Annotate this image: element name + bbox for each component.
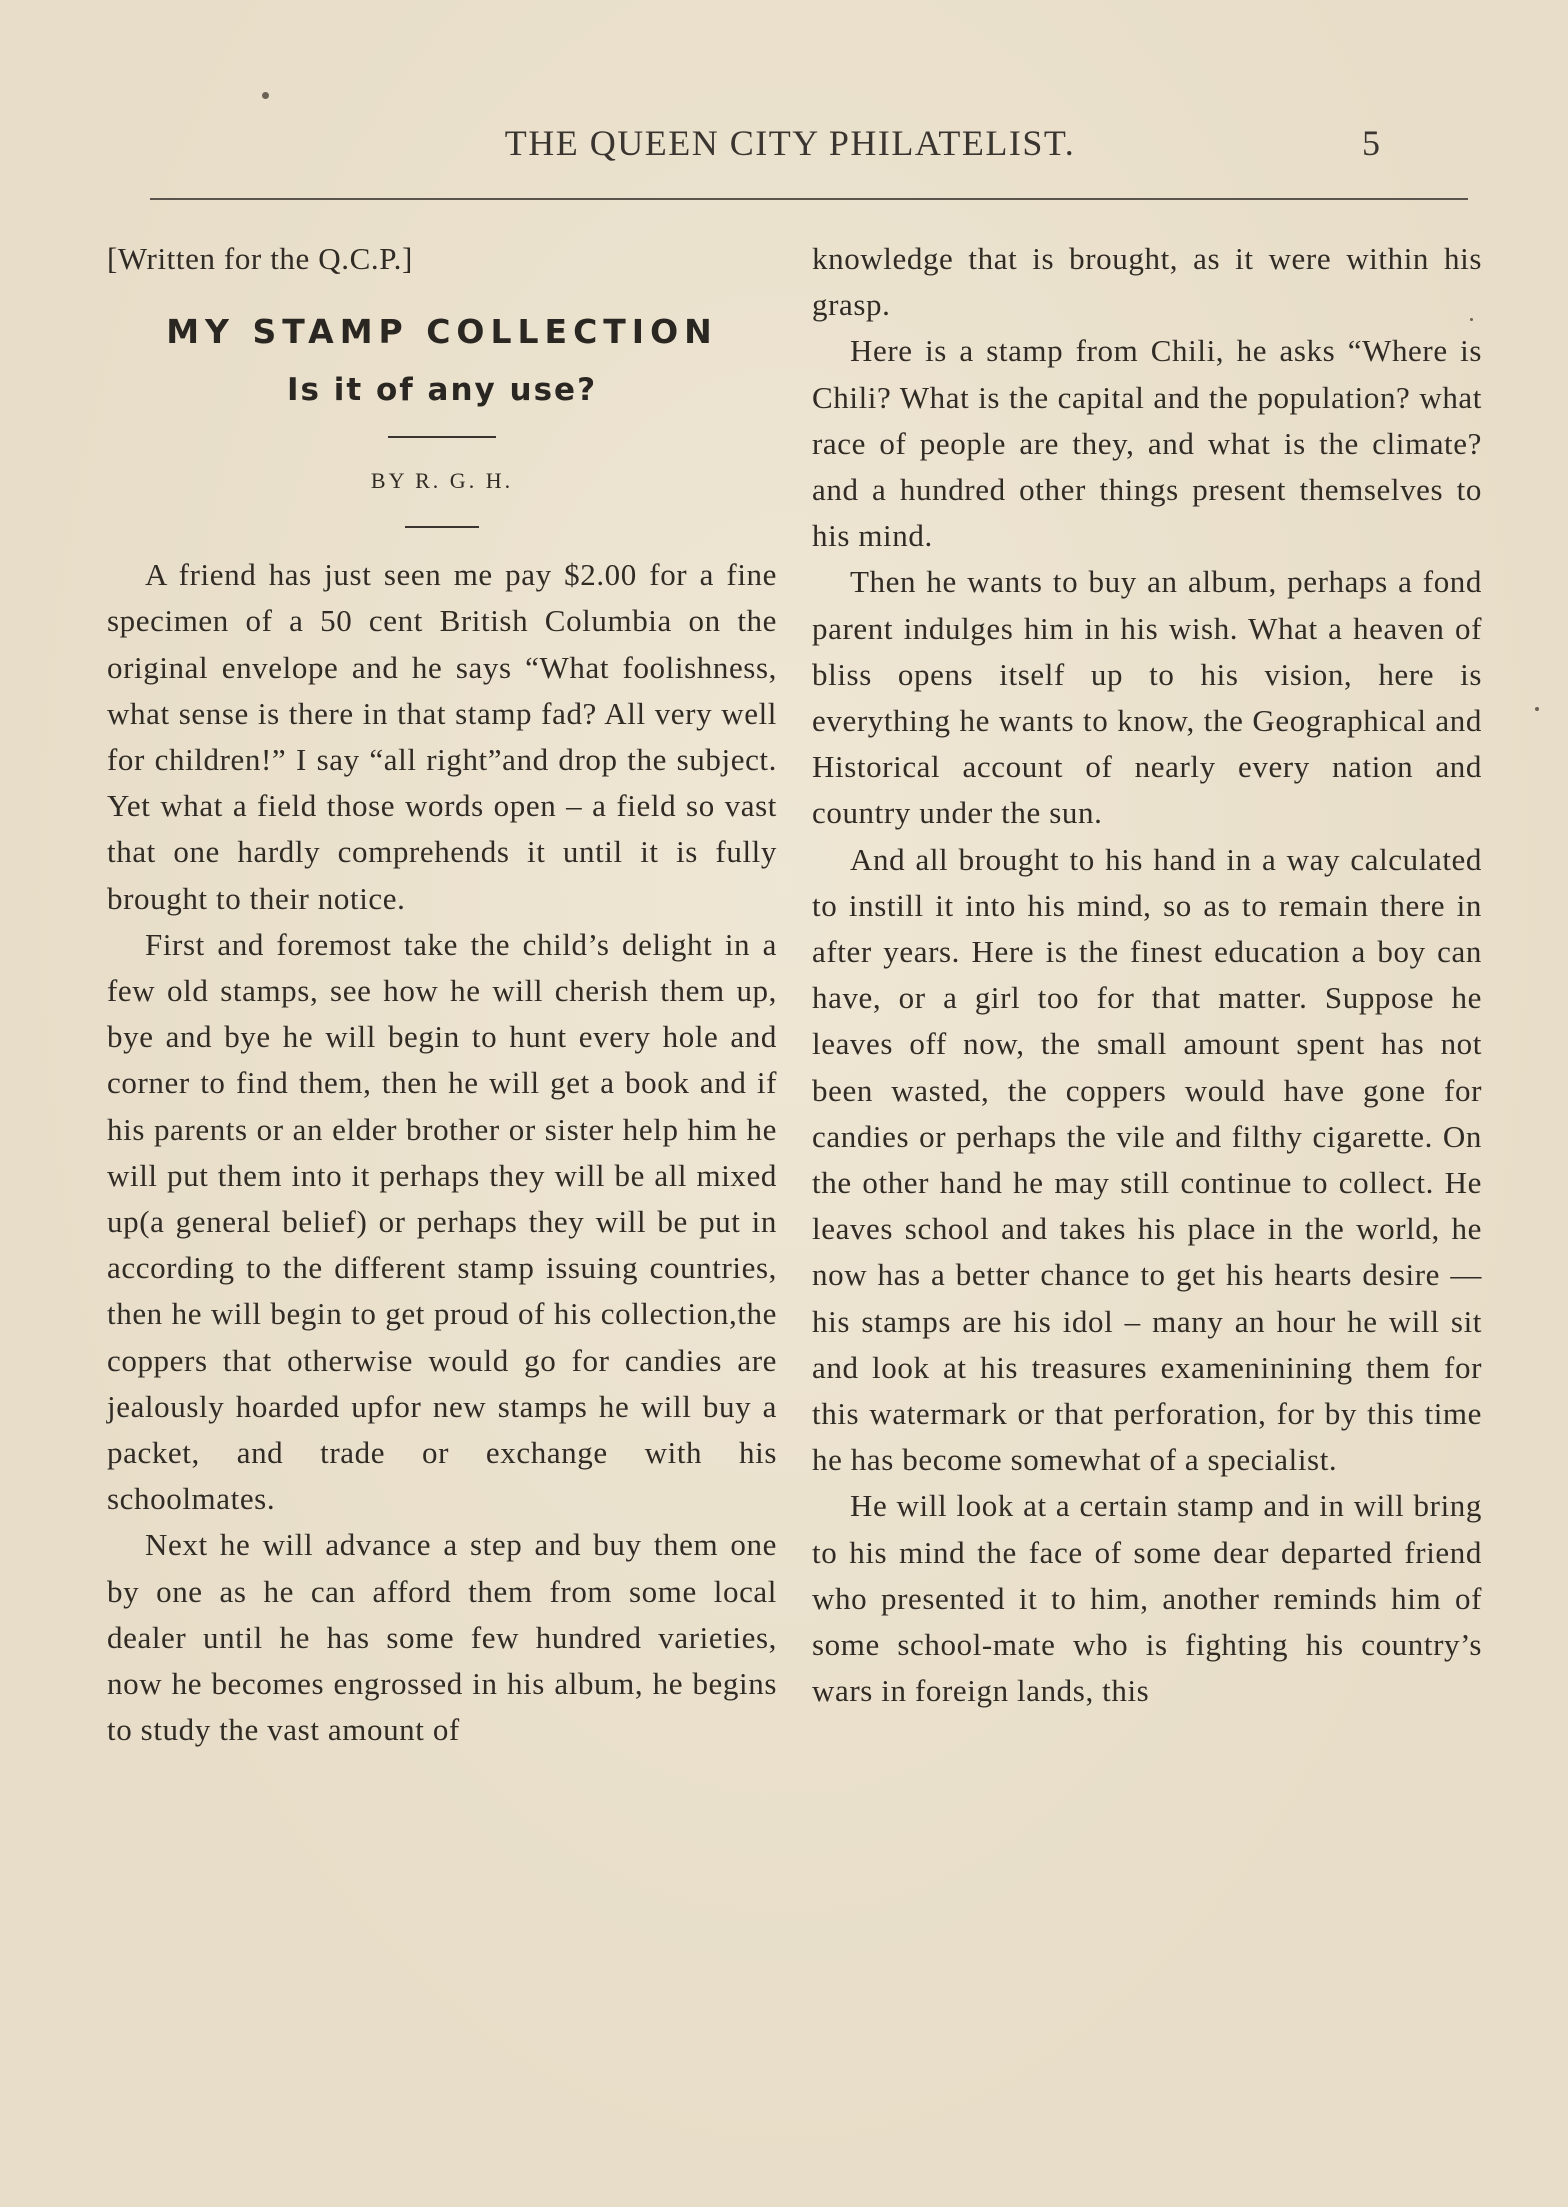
paragraph: First and foremost take the child’s delight in a few old stamps, see how he will cherish them up, bye and bye he will begin to hunt every hole and corner to find them, then he will get a book and if his parents or an elder brother or sister help him he will put them into it perhaps they will be all mixed up(a general belief) or perhaps they will be put in according to the different stamp issuing countries, then he will begin to get proud of his collection,the coppers that otherwise would go for candies are jealously hoarded upfor new stamps he will buy a packet, and trade or exchange with his schoolmates. — [107, 926, 777, 1517]
byline-divider — [405, 526, 479, 528]
article-subtitle: Is it of any use? — [286, 372, 598, 409]
paragraph: Here is a stamp from Chili, he asks “Where is Chili? What is the capital and the population? what race of people are they, and what is the climate? and a hundred other things present themselves to his mind. — [812, 333, 1482, 554]
paper-speck — [262, 92, 269, 99]
paper-speck — [1470, 318, 1473, 321]
paper-speck — [1535, 707, 1539, 711]
attribution-note: [Written for the Q.C.P.] — [107, 241, 413, 276]
paragraph: Then he wants to buy an album, perhaps a fond parent indulges him in his wish. What a heaven of bliss opens itself up to his vision, here is everything he wants to know, the Geographical and Historical account of nearly every nation and country under the sun. — [812, 564, 1482, 831]
header-rule — [150, 198, 1468, 200]
page-number: 5 — [1362, 123, 1380, 163]
byline: BY R. G. H. — [370, 468, 514, 494]
running-title: THE QUEEN CITY PHILATELIST. — [504, 123, 1076, 163]
paragraph: knowledge that is brought, as it were within his grasp. — [812, 241, 1482, 323]
right-column — [812, 236, 1482, 1715]
left-column — [107, 236, 777, 1753]
paragraph: A friend has just seen me pay $2.00 for a fine specimen of a 50 cent British Columbia on the original envelope and he says “What foolishness, what sense is there in that stamp fad? All very well for children!” I say “all right”and drop the subject. Yet what a field those words open – a field so vast that one hardly comprehends it until it is fully brought to their notice. — [107, 557, 777, 916]
paragraph: And all brought to his hand in a way calculated to instill it into his mind, so as to remain there in after years. Here is the finest education a boy can have, or a girl too for that matter. Suppose he leaves off now, the small amount spent has not been wasted, the coppers would have gone for candies or perhaps the vile and filthy cigarette. On the other hand he may still continue to collect. He leaves school and takes his place in the world, he now has a better chance to get his hearts desire — his stamps are his idol – many an hour he will sit and look at his treasures exameninining them for this watermark or that perforation, for by this time he has become somewhat of a specialist. — [812, 841, 1482, 1478]
paragraph: Next he will advance a step and buy them one by one as he can afford them from some local dealer until he has some few hundred varieties, now he becomes engrossed in his album, he begins to study the vast amount of — [107, 1527, 777, 1748]
article-title: MY STAMP COLLECTION — [166, 312, 718, 352]
title-divider — [388, 436, 496, 438]
paragraph: He will look at a certain stamp and in will bring to his mind the face of some dear departed friend who presented it to him, another reminds him of some school-mate who is fighting his country’s wars in foreign lands, this — [812, 1488, 1482, 1709]
